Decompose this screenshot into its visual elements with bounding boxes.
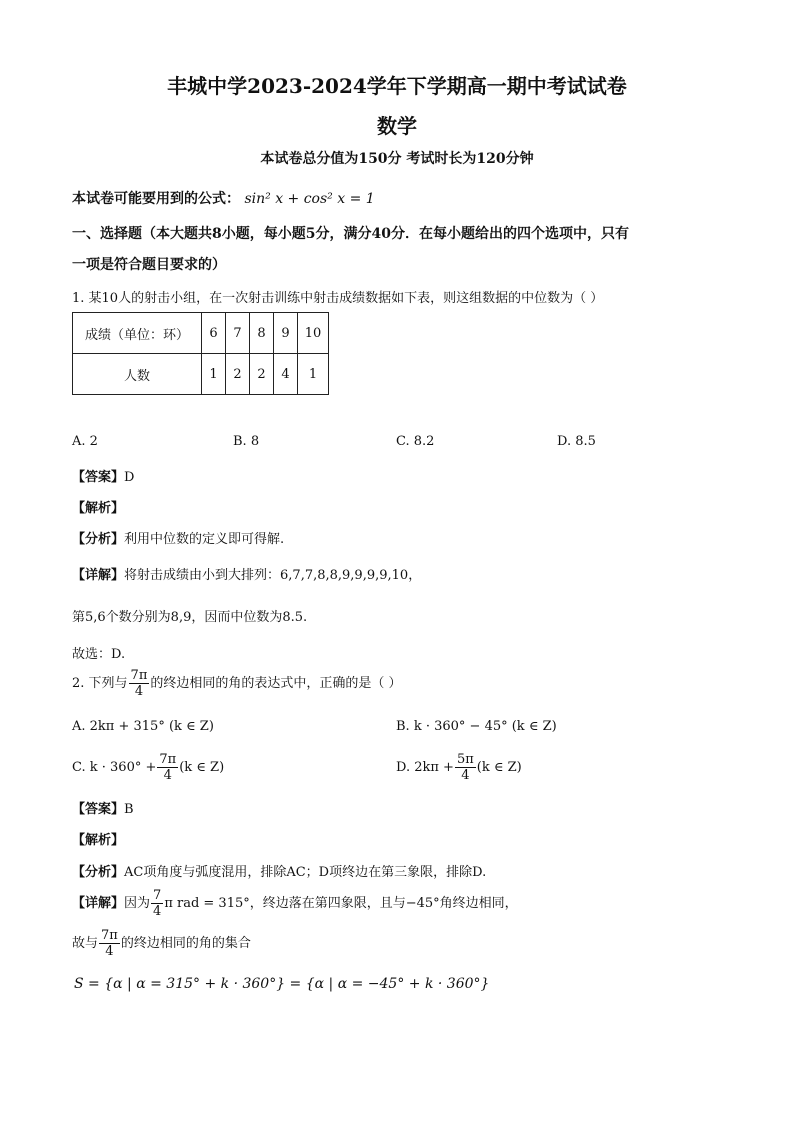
- set-suffix: 的终边相同的角的集合: [120, 936, 251, 951]
- q2-option-a: A. 2kπ + 315° (k ∈ Z): [72, 719, 214, 734]
- q2-stem-prefix: 2. 下列与: [72, 676, 128, 691]
- q2-stem: [72, 668, 402, 699]
- fraction: [157, 752, 178, 783]
- section-heading-line2: 一项是符合题目要求的）: [72, 257, 226, 273]
- q2-option-d: [396, 752, 522, 783]
- fraction-denominator: 4: [134, 684, 144, 699]
- option-c-prefix: C. k · 360° +: [72, 760, 157, 775]
- fenxi-tag: 【分析】: [72, 532, 125, 547]
- q2-answer: [72, 798, 134, 817]
- option-d-suffix: (k ∈ Z): [476, 760, 522, 775]
- answer-value: D: [124, 470, 135, 485]
- table-row: [73, 354, 329, 395]
- q2-stem-suffix: 的终边相同的角的表达式中，正确的是（ ）: [150, 676, 402, 691]
- fenxi-text: 利用中位数的定义即可得解.: [124, 532, 285, 547]
- q1-option-b: B. 8: [233, 434, 260, 449]
- fraction: [151, 888, 163, 919]
- table-row: [73, 313, 329, 354]
- table-cell: 7: [226, 313, 250, 354]
- xiangjie-prefix: 因为: [124, 896, 151, 911]
- fraction-numerator: 7: [153, 888, 162, 903]
- fraction: [129, 668, 150, 699]
- fraction: [455, 752, 476, 783]
- answer-tag: 【答案】: [72, 470, 125, 485]
- q2-option-c: [72, 752, 224, 783]
- formula-expr: sin² x + cos² x = 1: [244, 191, 375, 207]
- table-cell: 1: [298, 354, 329, 395]
- table-cell: 9: [274, 313, 298, 354]
- xiangjie-tag: 【详解】: [72, 568, 125, 583]
- answer-value: B: [124, 802, 134, 817]
- fenxi-text: AC项角度与弧度混用，排除AC；D项终边在第三象限，排除D.: [124, 865, 487, 880]
- fraction-numerator: 5π: [456, 752, 474, 767]
- q1-fenxi: [72, 528, 284, 547]
- q2-xiangjie: [72, 888, 518, 919]
- formula-label: 本试卷可能要用到的公式：: [72, 191, 240, 207]
- table-cell: 人数: [73, 354, 202, 395]
- table-cell: 2: [250, 354, 274, 395]
- fraction: [99, 928, 120, 959]
- subject-title: 数学: [377, 114, 417, 138]
- q2-set-expression: S = {α | α = 315° + k · 360°} = {α | α = −45° + k · 360°}: [74, 976, 490, 992]
- formula-line: [72, 188, 375, 208]
- q1-answer: [72, 466, 134, 485]
- xiangjie-tag: 【详解】: [72, 896, 125, 911]
- q2-option-b: B. k · 360° − 45° (k ∈ Z): [396, 719, 557, 734]
- table-cell: 4: [274, 354, 298, 395]
- section-heading-line1: 一、选择题（本大题共8小题，每小题5分，满分40分．在每小题给出的四个选项中，只有: [72, 226, 629, 242]
- fraction-denominator: 4: [163, 768, 172, 783]
- fraction-denominator: 4: [153, 904, 162, 919]
- fraction-numerator: 7π: [101, 928, 118, 943]
- q1-option-a: A. 2: [72, 434, 98, 449]
- xiangjie-text: 将射击成绩由小到大排列：6,7,7,8,8,9,9,9,9,10，: [124, 568, 422, 583]
- exam-title: 丰城中学2023-2024学年下学期高一期中考试试卷: [167, 74, 627, 98]
- table-cell: 2: [226, 354, 250, 395]
- table-cell: 6: [202, 313, 226, 354]
- q1-option-d: D. 8.5: [557, 434, 596, 449]
- fraction-numerator: 7π: [159, 752, 177, 767]
- q1-stem: 1. 某10人的射击小组，在一次射击训练中射击成绩数据如下表，则这组数据的中位数为（ ）: [72, 291, 604, 306]
- exam-info: 本试卷总分值为150分 考试时长为120分钟: [260, 151, 534, 167]
- table-cell: 8: [250, 313, 274, 354]
- q2-fenxi: [72, 861, 486, 880]
- table-cell: 1: [202, 354, 226, 395]
- score-table: [72, 312, 329, 395]
- q1-xiangjie: [72, 564, 421, 583]
- q1-option-c: C. 8.2: [396, 434, 435, 449]
- q1-conclusion: 故选：D.: [72, 647, 126, 662]
- q2-set-intro: [72, 928, 251, 959]
- fraction-denominator: 4: [105, 944, 114, 959]
- set-prefix: 故与: [72, 936, 99, 951]
- fraction-numerator: 7π: [130, 668, 148, 683]
- option-c-suffix: (k ∈ Z): [179, 760, 225, 775]
- table-cell: 10: [298, 313, 329, 354]
- q1-analysis-tag: 【解析】: [72, 501, 125, 516]
- answer-tag: 【答案】: [72, 802, 125, 817]
- fenxi-tag: 【分析】: [72, 865, 125, 880]
- q1-median-line: 第5,6个数分别为8,9，因而中位数为8.5.: [72, 610, 308, 625]
- q2-analysis-tag: 【解析】: [72, 833, 125, 848]
- xiangjie-suffix: π rad = 315°，终边落在第四象限，且与−45°角终边相同，: [164, 896, 518, 911]
- table-cell: 成绩（单位：环）: [73, 313, 202, 354]
- option-d-prefix: D. 2kπ +: [396, 760, 454, 775]
- fraction-denominator: 4: [461, 768, 470, 783]
